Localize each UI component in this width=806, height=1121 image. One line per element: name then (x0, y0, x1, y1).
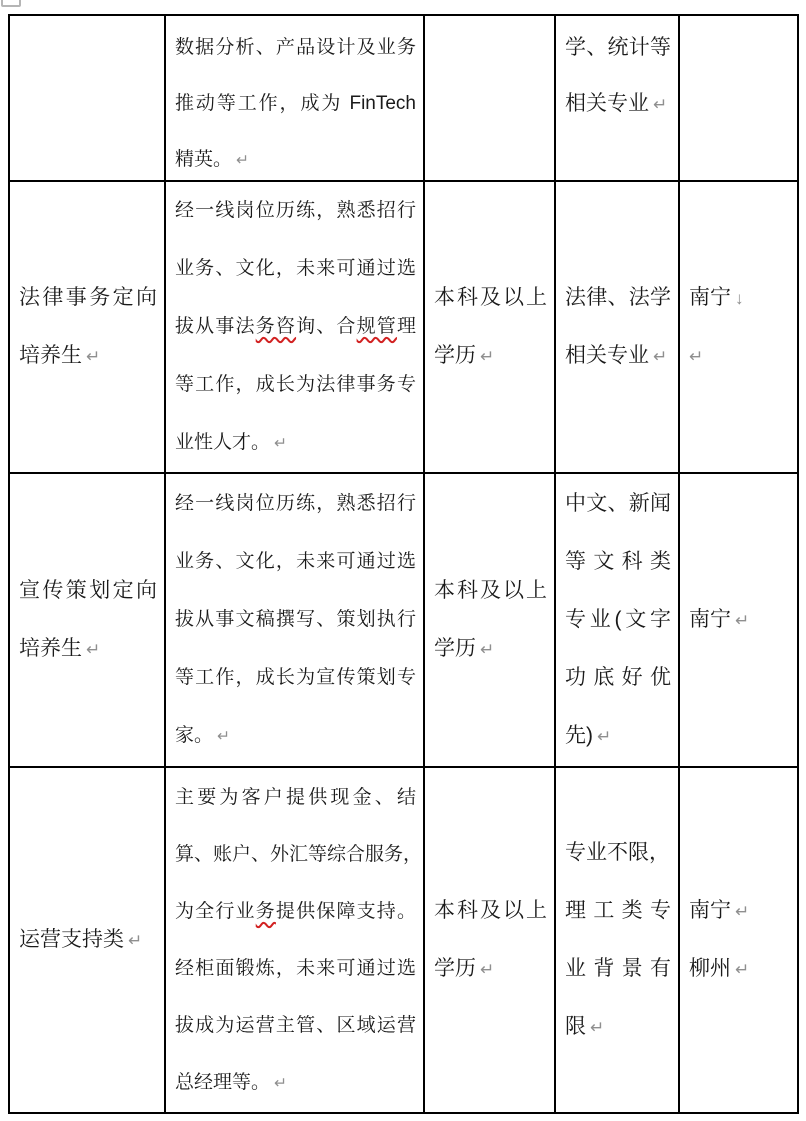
text-line: 数据分析、产品设计及业务 (175, 37, 416, 58)
pilcrow-mark: ↵ (689, 346, 704, 366)
text-line: 专业不限， (565, 841, 670, 864)
text-line: 拔从事法务咨询、合规管理 (175, 315, 416, 337)
spellcheck-squiggle: 规管 (356, 315, 397, 337)
text-line: 精英。 ↵ (175, 149, 250, 170)
cell-r2-major[interactable] (556, 182, 680, 474)
text-line: 经一线岗位历练，熟悉招行 (175, 199, 416, 221)
text-line: 专业(文字 (565, 608, 671, 631)
text-line: 等文科类 (565, 550, 671, 573)
pilcrow-mark: ↵ (86, 346, 101, 366)
text-line: 学历 ↵ (434, 957, 495, 980)
text-line: 等工作，成长为宣传策划专 (175, 666, 416, 688)
table-move-handle-fragment[interactable] (1, 0, 21, 7)
cell-r4-major[interactable] (556, 768, 680, 1114)
cell-r3-description[interactable] (166, 474, 425, 768)
text-line: 业性人才。 ↵ (175, 431, 288, 453)
text-line: 学、统计等 (565, 36, 671, 59)
cell-r3-education[interactable] (425, 474, 556, 768)
text-line: 先) ↵ (565, 724, 612, 747)
text-line: 培养生 ↵ (19, 637, 101, 660)
text-line: 法律、法学 (565, 286, 671, 309)
text-line: 学历 ↵ (434, 637, 495, 660)
text-line: 南宁 ↓ (689, 286, 744, 309)
text-line: 推动等工作，成为 FinTech (175, 93, 416, 114)
pilcrow-mark: ↵ (236, 152, 250, 169)
cell-r2-description[interactable] (166, 182, 425, 474)
pilcrow-mark: ↵ (735, 959, 750, 979)
cell-r3-position[interactable] (10, 474, 166, 768)
text-line: 功底好优 (565, 666, 671, 689)
text-line: 主要为客户提供现金、结 (175, 786, 416, 808)
line-break-mark: ↓ (735, 288, 744, 308)
cell-r1-education[interactable] (425, 16, 556, 182)
cell-r2-position[interactable] (10, 182, 166, 474)
pilcrow-mark: ↵ (86, 639, 101, 659)
text-line: 总经理等。 ↵ (175, 1071, 288, 1093)
cell-r1-position[interactable] (10, 16, 166, 182)
pilcrow-mark: ↵ (274, 1074, 288, 1092)
cell-r4-description[interactable] (166, 768, 425, 1114)
text-line: 本科及以上 (434, 286, 547, 309)
cell-r2-education[interactable] (425, 182, 556, 474)
text-line: 宣传策划定向 (19, 579, 157, 602)
pilcrow-mark: ↵ (480, 639, 495, 659)
text-line: 经一线岗位历练，熟悉招行 (175, 492, 416, 514)
pilcrow-mark: ↵ (480, 346, 495, 366)
text-line: 培养生 ↵ (19, 344, 101, 367)
cell-r4-position[interactable] (10, 768, 166, 1114)
pilcrow-mark: ↵ (274, 434, 288, 452)
text-line: 等工作，成长为法律事务专 (175, 373, 416, 395)
cell-r4-location[interactable] (680, 768, 799, 1114)
text-line: 中文、新闻 (565, 492, 671, 515)
cell-r3-major[interactable] (556, 474, 680, 768)
pilcrow-mark: ↵ (480, 959, 495, 979)
text-line: 柳州 ↵ (689, 957, 750, 980)
pilcrow-mark: ↵ (735, 610, 750, 630)
text-line: 理工类专 (565, 899, 671, 922)
pilcrow-mark: ↵ (128, 930, 143, 950)
text-line (689, 327, 790, 385)
text-line: 业务、文化，未来可通过选 (175, 257, 416, 279)
cell-r3-location[interactable] (680, 474, 799, 768)
text-line: 运营支持类 ↵ (19, 928, 143, 951)
text-line: 法律事务定向 (19, 286, 157, 309)
text-line: 限 ↵ (565, 1015, 605, 1038)
text-line: 相关专业 ↵ (565, 344, 668, 367)
pilcrow-mark: ↵ (217, 727, 231, 745)
text-line: 相关专业 ↵ (565, 92, 668, 115)
pilcrow-mark: ↵ (590, 1017, 605, 1037)
cell-r1-major[interactable] (556, 16, 680, 182)
text-line: 拔成为运营主管、区域运营 (175, 1014, 416, 1036)
text-line: 算、账户、外汇等综合服务， (175, 843, 423, 865)
text-line: 家。 ↵ (175, 724, 231, 746)
spellcheck-squiggle: 务 (255, 900, 276, 922)
text-line: 本科及以上 (434, 579, 547, 602)
text-line: 拔从事文稿撰写、策划执行 (175, 608, 416, 630)
text-line: 业务、文化，未来可通过选 (175, 550, 416, 572)
cell-r2-location[interactable] (680, 182, 799, 474)
text-line: 业背景有 (565, 957, 671, 980)
text-line: 为全行业务提供保障支持。 (175, 900, 416, 922)
text-line: 南宁 ↵ (689, 608, 750, 631)
spellcheck-squiggle: 务咨 (255, 315, 297, 337)
cell-r1-description[interactable] (166, 16, 425, 182)
pilcrow-mark: ↵ (653, 346, 668, 366)
cell-r1-location[interactable] (680, 16, 799, 182)
cell-r4-education[interactable] (425, 768, 556, 1114)
text-line: 经柜面锻炼，未来可通过选 (175, 957, 416, 979)
pilcrow-mark: ↵ (653, 94, 668, 114)
text-line: 南宁 ↵ (689, 899, 750, 922)
pilcrow-mark: ↵ (735, 901, 750, 921)
pilcrow-mark: ↵ (597, 726, 612, 746)
text-line: 学历 ↵ (434, 344, 495, 367)
recruitment-table (8, 14, 799, 1114)
text-line: 本科及以上 (434, 899, 547, 922)
